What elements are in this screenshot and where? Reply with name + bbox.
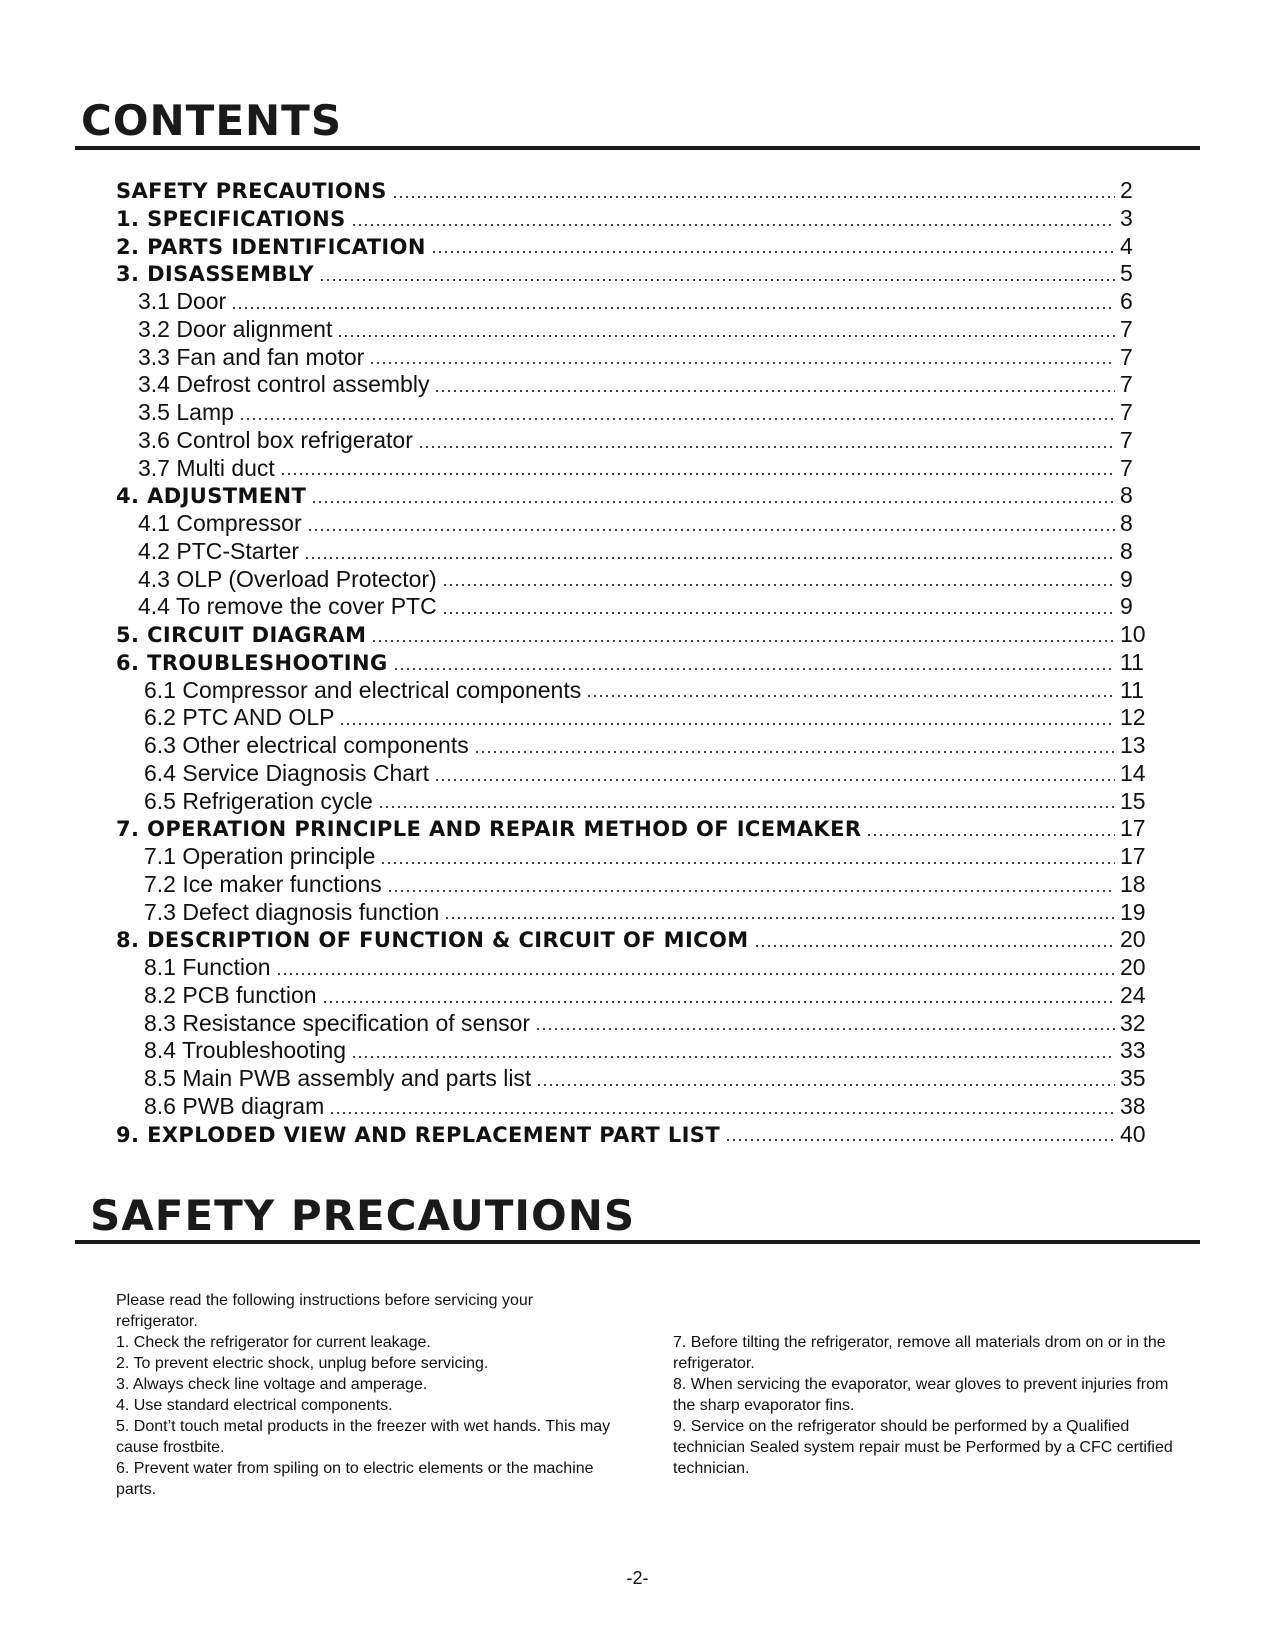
page-number: -2-	[626, 1568, 649, 1588]
toc-leader-dots	[311, 500, 1115, 504]
toc-entry	[116, 815, 1148, 843]
safety-item: 9. Service on the refrigerator should be performed by a Qualified technician Sealed system repair must be Performed by a CFC certified technician.	[673, 1418, 1173, 1477]
toc-leader-dots	[431, 250, 1115, 254]
toc-entry-title: 8.3 Resistance specification of sensor	[144, 1009, 531, 1036]
toc-entry-title: 3.5 Lamp	[138, 399, 234, 425]
safety-item: 2. To prevent electric shock, unplug before servicing.	[116, 1355, 489, 1372]
toc-entry-title: 6.3 Other electrical components	[144, 732, 469, 758]
toc-entry	[116, 177, 1148, 205]
toc-leader-dots	[319, 278, 1115, 282]
toc-entry-page: 20	[1120, 926, 1146, 953]
toc-entry-title: 3. DISASSEMBLY	[116, 262, 314, 287]
toc-entry-page: 4	[1120, 232, 1133, 259]
toc-entry	[116, 344, 1148, 372]
toc-leader-dots	[351, 1055, 1115, 1059]
toc-entry-page: 7	[1120, 315, 1133, 342]
toc-entry-title: 4.1 Compressor	[138, 510, 302, 536]
toc-entry-title: 3.6 Control box refrigerator	[138, 426, 413, 453]
toc-leader-dots	[392, 195, 1115, 199]
toc-entry-title: 6. TROUBLESHOOTING	[116, 650, 388, 675]
toc-entry	[116, 621, 1148, 649]
toc-entry	[116, 427, 1148, 455]
toc-leader-dots	[276, 972, 1115, 976]
safety-intro-text: Please read the following instructions before servicing your refrigerator.	[116, 1292, 534, 1330]
toc-leader-dots	[329, 1111, 1115, 1115]
toc-entry	[116, 1065, 1148, 1093]
toc-entry-title: 8.5 Main PWB assembly and parts list	[144, 1065, 532, 1091]
toc-entry-page: 40	[1120, 1120, 1146, 1147]
toc-entry-page: 9	[1120, 565, 1133, 592]
toc-entry-title: 8.6 PWB diagram	[144, 1092, 325, 1119]
toc-entry-page: 33	[1120, 1037, 1146, 1064]
toc-entry-title: 7. OPERATION PRINCIPLE AND REPAIR METHOD OF ICEMAKER	[116, 817, 862, 842]
toc-leader-dots	[387, 889, 1115, 893]
toc-leader-dots	[754, 944, 1115, 948]
toc-entry-page: 11	[1120, 676, 1144, 703]
toc-entry-page: 7	[1120, 343, 1133, 370]
toc-entry	[116, 843, 1148, 871]
toc-entry	[116, 510, 1148, 538]
toc-leader-dots	[239, 417, 1115, 421]
toc-entry-title: 9. EXPLODED VIEW AND REPLACEMENT PART LIST	[116, 1122, 721, 1147]
safety-item: 4. Use standard electrical components.	[116, 1397, 393, 1414]
toc-entry-title: 7.1 Operation principle	[144, 843, 376, 869]
toc-entry-page: 15	[1120, 787, 1146, 814]
toc-entry-page: 2	[1120, 177, 1133, 203]
toc-entry-title: 7.2 Ice maker functions	[144, 870, 382, 897]
toc-leader-dots	[339, 722, 1115, 726]
toc-entry	[116, 732, 1148, 760]
toc-entry	[116, 455, 1148, 483]
toc-entry-title: 8.1 Function	[144, 954, 271, 980]
toc-leader-dots	[474, 750, 1115, 754]
contents-heading: CONTENTS	[81, 96, 343, 145]
safety-list-right	[673, 1332, 1173, 1479]
toc-leader-dots	[444, 916, 1115, 920]
toc-entry	[116, 260, 1148, 288]
toc-entry-page: 20	[1120, 954, 1146, 980]
toc-entry-title: 8. DESCRIPTION OF FUNCTION & CIRCUIT OF MICOM	[116, 928, 749, 953]
toc-leader-dots	[418, 445, 1115, 449]
toc-entry	[116, 926, 1148, 954]
toc-leader-dots	[231, 306, 1115, 310]
toc-entry	[116, 205, 1148, 233]
toc-entry-page: 24	[1120, 981, 1146, 1008]
toc-entry-page: 17	[1120, 843, 1146, 869]
toc-entry	[116, 371, 1148, 399]
toc-entry	[116, 482, 1148, 510]
toc-entry-page: 5	[1120, 260, 1133, 287]
table-of-contents	[116, 177, 1148, 1148]
safety-item: 8. When servicing the evaporator, wear gloves to prevent injuries from the sharp evaporator fins.	[673, 1376, 1169, 1414]
toc-entry-title: 4.4 To remove the cover PTC	[138, 593, 437, 620]
toc-entry-title: 4. ADJUSTMENT	[116, 484, 307, 509]
safety-precautions-heading: SAFETY PRECAUTIONS	[90, 1191, 636, 1240]
toc-entry-page: 9	[1120, 593, 1133, 620]
toc-entry	[116, 1093, 1148, 1121]
toc-entry-page: 8	[1120, 537, 1133, 564]
toc-leader-dots	[378, 805, 1115, 809]
toc-entry-page: 14	[1120, 759, 1146, 786]
safety-item: 1. Check the refrigerator for current leakage.	[116, 1334, 431, 1351]
toc-entry-title: 3.4 Defrost control assembly	[138, 371, 430, 398]
toc-entry-title: 7.3 Defect diagnosis function	[144, 898, 440, 925]
toc-leader-dots	[351, 223, 1115, 227]
toc-leader-dots	[442, 583, 1115, 587]
toc-entry-title: 6.1 Compressor and electrical components	[144, 676, 582, 703]
toc-entry-page: 38	[1120, 1092, 1146, 1119]
toc-entry-page: 11	[1120, 648, 1144, 675]
toc-leader-dots	[442, 611, 1115, 615]
toc-entry	[116, 954, 1148, 982]
toc-entry	[116, 399, 1148, 427]
toc-entry	[116, 538, 1148, 566]
toc-entry	[116, 288, 1148, 316]
toc-leader-dots	[369, 361, 1115, 365]
toc-entry-page: 19	[1120, 898, 1146, 925]
toc-leader-dots	[380, 861, 1115, 865]
safety-item: 7. Before tilting the refrigerator, remove all materials drom on or in the refrigerator.	[673, 1334, 1166, 1372]
toc-entry-page: 12	[1120, 704, 1146, 731]
toc-entry-title: 8.2 PCB function	[144, 981, 317, 1008]
toc-entry-title: 3.1 Door	[138, 288, 227, 314]
toc-entry	[116, 1037, 1148, 1065]
toc-entry-page: 7	[1120, 426, 1133, 453]
toc-leader-dots	[434, 778, 1115, 782]
toc-entry-page: 18	[1120, 870, 1146, 897]
safety-divider	[75, 1240, 1200, 1244]
toc-entry	[116, 788, 1148, 816]
toc-entry	[116, 1010, 1148, 1038]
toc-leader-dots	[536, 1083, 1115, 1087]
toc-entry-title: 3.2 Door alignment	[138, 315, 333, 342]
toc-entry-page: 35	[1120, 1065, 1146, 1091]
toc-entry-title: 3.7 Multi duct	[138, 454, 275, 481]
toc-leader-dots	[307, 528, 1115, 532]
toc-entry-title: 2. PARTS IDENTIFICATION	[116, 234, 426, 259]
toc-entry	[116, 871, 1148, 899]
toc-leader-dots	[322, 1000, 1115, 1004]
safety-item: 3. Always check line voltage and amperage.	[116, 1376, 428, 1393]
toc-entry	[116, 566, 1148, 594]
toc-entry-title: 6.2 PTC AND OLP	[144, 704, 335, 731]
toc-leader-dots	[434, 389, 1115, 393]
toc-entry-page: 3	[1120, 204, 1133, 231]
toc-entry-page: 8	[1120, 510, 1133, 536]
toc-entry-title: 8.4 Troubleshooting	[144, 1037, 347, 1064]
toc-leader-dots	[535, 1027, 1115, 1031]
toc-entry-page: 32	[1120, 1009, 1146, 1036]
toc-entry-title: 1. SPECIFICATIONS	[116, 206, 346, 231]
toc-entry-page: 7	[1120, 454, 1133, 481]
toc-entry	[116, 316, 1148, 344]
toc-entry	[116, 1121, 1148, 1149]
contents-divider	[75, 146, 1200, 150]
toc-entry	[116, 899, 1148, 927]
toc-leader-dots	[866, 833, 1115, 837]
toc-leader-dots	[371, 639, 1115, 643]
toc-entry	[116, 233, 1148, 261]
toc-entry	[116, 649, 1148, 677]
toc-entry-page: 7	[1120, 371, 1133, 398]
toc-entry-title: SAFETY PRECAUTIONS	[116, 179, 387, 203]
toc-leader-dots	[280, 472, 1115, 476]
safety-list-left	[116, 1332, 616, 1500]
toc-entry-page: 10	[1120, 621, 1146, 647]
toc-entry-title: 6.5 Refrigeration cycle	[144, 787, 373, 814]
toc-entry-page: 8	[1120, 482, 1133, 509]
toc-entry	[116, 677, 1148, 705]
safety-item: 5. Dont’t touch metal products in the freezer with wet hands. This may cause frostbite.	[116, 1418, 611, 1456]
toc-entry	[116, 704, 1148, 732]
safety-item: 6. Prevent water from spiling on to electric elements or the machine parts.	[116, 1460, 594, 1498]
toc-entry-page: 7	[1120, 399, 1133, 425]
toc-entry-title: 3.3 Fan and fan motor	[138, 343, 365, 370]
toc-entry	[116, 760, 1148, 788]
toc-entry	[116, 593, 1148, 621]
toc-leader-dots	[725, 1138, 1115, 1142]
toc-entry-page: 6	[1120, 288, 1133, 314]
toc-leader-dots	[393, 667, 1115, 671]
toc-leader-dots	[337, 334, 1115, 338]
toc-entry-title: 4.3 OLP (Overload Protector)	[138, 565, 437, 592]
toc-entry-title: 4.2 PTC-Starter	[138, 537, 300, 564]
toc-leader-dots	[586, 694, 1115, 698]
toc-entry-title: 6.4 Service Diagnosis Chart	[144, 759, 430, 786]
toc-leader-dots	[304, 556, 1115, 560]
toc-entry-page: 13	[1120, 732, 1146, 758]
toc-entry	[116, 982, 1148, 1010]
toc-entry-title: 5. CIRCUIT DIAGRAM	[116, 623, 367, 647]
toc-entry-page: 17	[1120, 815, 1146, 842]
